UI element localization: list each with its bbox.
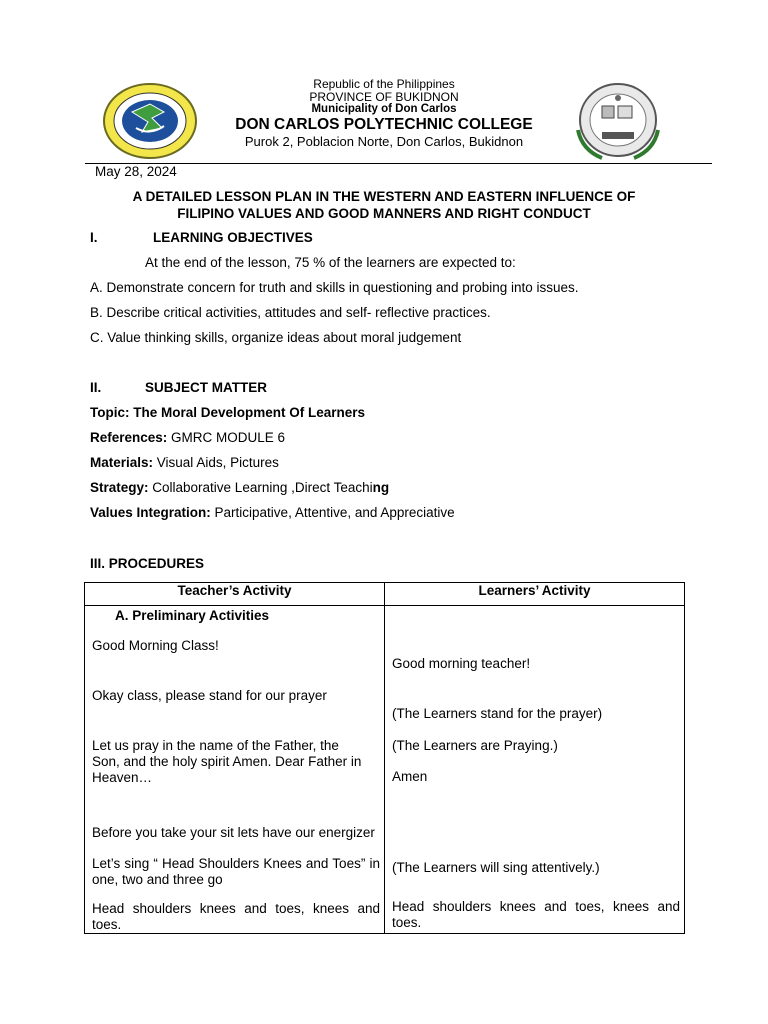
subject-values xyxy=(90,505,455,520)
subject-materials xyxy=(90,455,279,470)
subject-strategy xyxy=(90,480,389,495)
materials-label: Materials: xyxy=(90,455,154,470)
learners-activity-header: Learners’ Activity xyxy=(385,583,685,606)
college-name: DON CARLOS POLYTECHNIC COLLEGE xyxy=(235,116,533,133)
college-address: Purok 2, Poblacion Norte, Don Carlos, Bukidnon xyxy=(244,134,524,149)
document-date: May 28, 2024 xyxy=(95,164,177,179)
strategy-label: Strategy: xyxy=(90,480,149,495)
subject-numeral: II. xyxy=(90,380,102,395)
header-divider xyxy=(85,163,712,164)
learner-line-1: Good morning teacher! xyxy=(392,656,531,671)
objective-c: C. Value thinking skills, organize ideas about moral judgement xyxy=(90,330,462,345)
subject-topic: Topic: The Moral Development Of Learners xyxy=(90,405,366,420)
strategy-tail: ng xyxy=(372,480,390,495)
teacher-line-4: Before you take your sit lets have our energizer xyxy=(92,825,375,840)
teacher-line-3: Let us pray in the name of the Father, the Son, and the holy spirit Amen. Dear Father in Heaven… xyxy=(92,738,362,785)
learner-line-6: Head shoulders knees and toes, knees and toes. xyxy=(392,899,680,930)
learner-line-4: Amen xyxy=(392,769,428,784)
objective-a: A. Demonstrate concern for truth and skills in questioning and probing into issues. xyxy=(90,280,579,295)
procedures-table xyxy=(84,582,685,934)
references-value: GMRC MODULE 6 xyxy=(167,430,286,445)
lesson-title-line2: FILIPINO VALUES AND GOOD MANNERS AND RIGHT CONDUCT xyxy=(177,206,591,221)
strategy-value: Collaborative Learning ,Direct Teachi xyxy=(148,480,373,495)
teacher-line-6: Head shoulders knees and toes, knees and toes. xyxy=(92,901,380,932)
teacher-line-1: Good Morning Class! xyxy=(92,638,219,653)
teacher-activity-header: Teacher’s Activity xyxy=(85,583,385,606)
learner-line-5: (The Learners will sing attentively.) xyxy=(392,860,600,875)
learners-column xyxy=(385,606,685,934)
subject-heading: SUBJECT MATTER xyxy=(145,380,268,395)
references-label: References: xyxy=(90,430,168,445)
preliminary-activities-heading: A. Preliminary Activities xyxy=(115,608,270,623)
learner-line-3: (The Learners are Praying.) xyxy=(392,738,558,753)
table-header-row xyxy=(85,583,685,606)
header-province: PROVINCE OF BUKIDNON xyxy=(309,90,459,104)
teacher-line-5: Let’s sing “ Head Shoulders Knees and Toes” in one, two and three go xyxy=(92,856,380,887)
objectives-numeral: I. xyxy=(90,230,98,245)
procedures-heading: III. PROCEDURES xyxy=(90,556,205,571)
header-municipality: Municipality of Don Carlos xyxy=(311,103,457,115)
lesson-title-line1: A DETAILED LESSON PLAN IN THE WESTERN AND EASTERN INFLUENCE OF xyxy=(132,189,636,204)
materials-value: Visual Aids, Pictures xyxy=(153,455,279,470)
values-value: Participative, Attentive, and Appreciative xyxy=(210,505,455,520)
teacher-column xyxy=(85,606,385,934)
objective-b: B. Describe critical activities, attitudes and self- reflective practices. xyxy=(90,305,491,320)
teacher-line-2: Okay class, please stand for our prayer xyxy=(92,688,327,703)
table-row xyxy=(85,606,685,934)
objectives-intro: At the end of the lesson, 75 % of the learners are expected to: xyxy=(145,255,516,270)
subject-references xyxy=(90,430,285,445)
objectives-heading: LEARNING OBJECTIVES xyxy=(153,230,313,245)
header-country: Republic of the Philippines xyxy=(313,77,455,91)
learner-line-2: (The Learners stand for the prayer) xyxy=(392,706,603,721)
values-label: Values Integration: xyxy=(90,505,211,520)
